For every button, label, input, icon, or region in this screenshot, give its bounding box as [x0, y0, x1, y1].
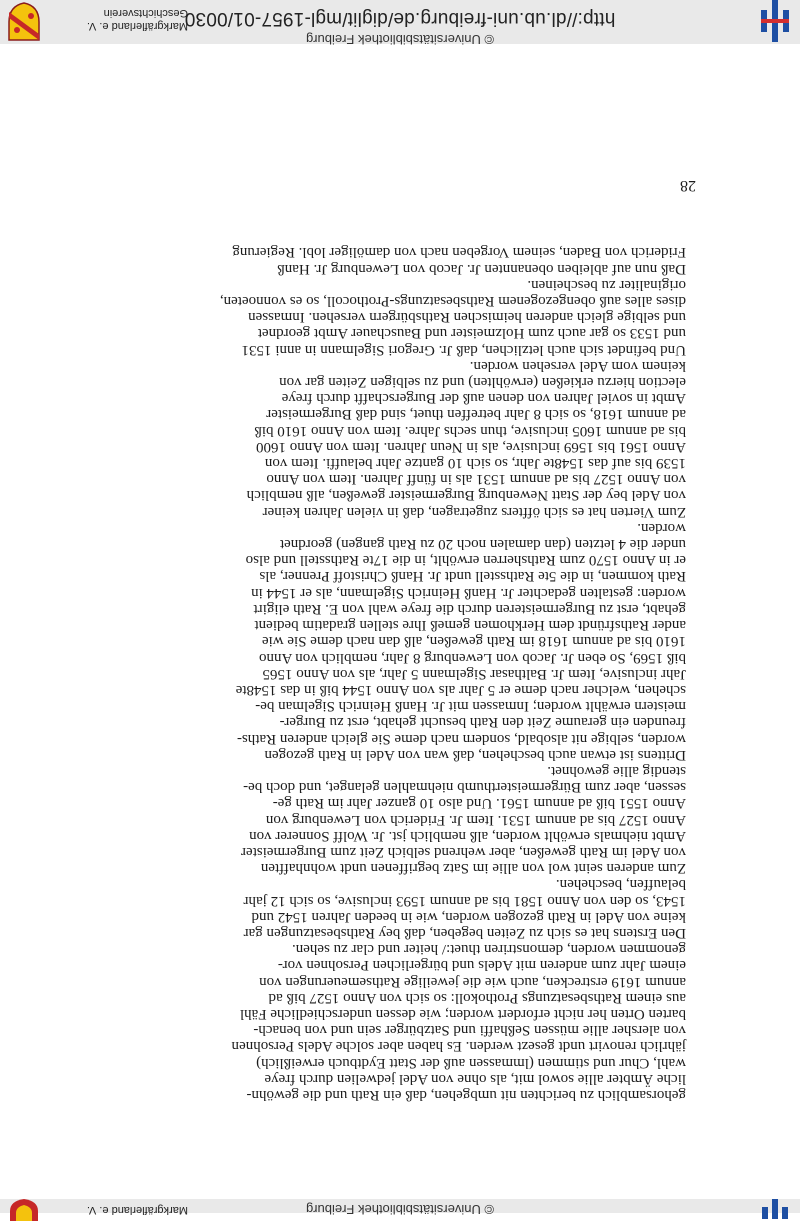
text-line: freunden ein geraume Zeit den Rath besucht gehabt, erst zu Burger-	[279, 714, 686, 731]
text-line: ander Rathsfründt dem Herkhomen gemeß Ihre stellen gradatim bedient	[254, 617, 686, 634]
text-line: genommen worden, demonstriren thuet:/ heiter und clar zu sehen.	[291, 941, 686, 958]
text-line: Anno 1527 bis ad annum 1531. Item Jr. Friderich von Lewenburg von	[265, 811, 686, 828]
text-line: liche Ämbter allie sowol mit, als ohne von Adel jedwelien durch freye	[264, 1070, 686, 1087]
text-line: worden.	[637, 519, 686, 536]
text-line: meistern erwählt worden; Inmassen mit Jr. Hanß Heinrich Sigelman be-	[255, 698, 686, 715]
text-line: keine von Adel in Rath gezogen worden, wie in beeden Jahren 1542 und	[251, 908, 686, 925]
text-line: 1539 bis auf das 1548te Jahr, so sich 10 gantze Jahr belauffi. Item von	[264, 455, 686, 472]
text-line: wahl, Chur und stimmen (lmmassen auß der Statt Eydtbuch erweißlich)	[256, 1054, 686, 1071]
footer-strip	[0, 0, 800, 47]
text-line: von Adel bey der Statt Newenburg Burgermeister geweßen, alß nemblich	[246, 487, 686, 504]
text-line: dises alles auß obengezogenem Rathsbesatzungs-Prothocoll, so es vonnoeten,	[219, 293, 686, 310]
coat-of-arms-icon	[6, 2, 42, 42]
text-line: worden, selbige nit alsobald, sondern nach deme Sie gleich anderen Raths-	[236, 730, 686, 747]
ub-freiburg-logo-icon	[758, 0, 792, 42]
text-line: Anno 1561 bis 1569 inclusive, als in Neun Jahren. Item von Anno 1600	[256, 438, 686, 455]
header-strip	[0, 1199, 800, 1217]
text-line: biß 1569, So eben Jr. Jacob von Lewenburg 8 Jahr, nemblich von Anno	[259, 649, 686, 666]
text-line: bis ad annum 1605 inclusive, thun sechs Jahre. Item von Anno 1610 biß	[254, 422, 686, 439]
text-line: einem Jahr zum anderen mit Adels und bürgerlichen Persohnen vor-	[277, 957, 686, 974]
text-line: gehorsamblich zu berichten nit umbgehen, daß ein Rath und die gewöhn-	[246, 1087, 686, 1103]
source-url-link[interactable]: http://dl.ub.uni-freiburg.de/diglit/mgl-1957-01/0030	[184, 8, 616, 29]
text-line: Zum anderen seint wol von allie im Satz begriffenen undt wohnhafften	[260, 860, 686, 877]
text-line: originaliter zu bescheinen.	[527, 276, 686, 293]
text-line: stendig allie gewohnet.	[547, 762, 686, 779]
text-line: 1543, so den von Anno 1581 bis ad annum 1593 inclusive, so sich 12 jahr	[243, 892, 686, 909]
text-line: und 1533 so gar auch zum Holzmeister und Bauschauer Ambt geordnet	[257, 325, 686, 342]
text-line: election hierzu erkießen (erwöhlten) und zu selbigen Zeiten gar von	[279, 374, 686, 391]
text-line: Ambt in soviel Jahren von denen auß der Burgerschafft durch freye	[281, 390, 686, 407]
page-number: 28	[680, 177, 696, 194]
text-line: gehabt, erst zu Burgermeisteren durch die freye wahl von E. Rath eligirt	[253, 600, 686, 617]
text-line: er in Anno 1570 zum Rathsherren erwöhlt, in die 17te Rathsstell und also	[245, 552, 686, 569]
text-line: barten Orten her nicht erfordert worden; wie dessen underschiedliche Fähl	[239, 1005, 686, 1022]
text-line: keinem vom Adel versehen worden.	[469, 357, 686, 374]
ub-freiburg-logo-icon	[758, 1199, 792, 1219]
header-credit-text: © Universitätsbibliothek Freiburg	[305, 1202, 495, 1217]
text-line: schehen, welcher nach deme er 5 Jahr als von Anno 1544 biß in das 1548te	[235, 681, 686, 698]
footer-credit-text: © Universitätsbibliothek Freiburg	[305, 32, 495, 47]
text-line: ad annum 1618, so sich 8 Jahr betreffen thuet, sind daß Burgermeister	[266, 406, 686, 423]
text-line: von Adel im Rath geweßen, aber wehrend selbich Zeit zum Burgermeister	[240, 843, 686, 860]
text-line: under die 4 letzten (dan damalen noch 20 zu Rath gangen) geordnet	[279, 536, 686, 553]
text-line: Und befindet sich auch letzlichen, daß Jr. Gregori Sigelmann in anni 1531	[241, 341, 686, 358]
text-line: Ambt niehmals erwöhlt worden, alß nemblich jst. Jr. Wolff Sonnerer von	[249, 827, 686, 844]
footer-partner-name: Markgräflerland e. V. Geschichtsverein	[86, 7, 188, 32]
text-line: von alersher allie müssen Seßhaffi und Satzbürger sein und von benach-	[253, 1022, 686, 1039]
text-line: Friderich von Baden, seinem Vorgeben nach von damöliger lobl. Regierung	[232, 244, 686, 261]
text-line: Rath kommen, in die 5te Rathsstell undt Jr. Hanß Christoff Prenner, als	[259, 568, 686, 585]
text-line: belauffen, beschehen.	[555, 876, 686, 893]
text-line: 1610 bis ad annum 1618 im Rath geweßen, alß dan nach deme Sie wie	[261, 633, 686, 650]
text-line: aus einem Rathsbesatzungs Prothokoll: so sich von Anno 1527 biß ad	[268, 989, 686, 1006]
text-line: Drittens ist etwan auch beschehen, daß wan von Adel in Rath gezogen	[264, 746, 686, 763]
text-line: Anno 1551 biß ad annum 1561. Und also 10 ganzer Jahr im Rath ge-	[272, 795, 686, 812]
text-line: von Anno 1527 bis ad annum 1531 als in fünff Jahren. Item von Anno	[266, 471, 686, 488]
text-line: worden: gestalten gedachter Jr. Hanß Heinrich Sigelmann, als er 1544 in	[251, 584, 686, 601]
text-line: annum 1619 erstrecken, auch wie die jeweilige Rathsemeuerungen von	[259, 973, 686, 990]
text-line: Daß nun auf ableiben obenannten Jr. Jacob von Lewenburg Jr. Hanß	[277, 260, 686, 277]
text-line: Zum Vierten hat es sich öffters zugetragen, daß in vielen Jahren keiner	[262, 503, 686, 520]
text-line: Den Erstens hat es sich zu Zeiten begeben, daß bey Rathsbesatzungen gar	[243, 924, 686, 941]
text-line: und selbige gleich anderen heimischen Rathsbürgern versehen. Inmassen	[248, 309, 686, 326]
header-partner-name: Markgräflerland e. V.	[86, 1204, 188, 1216]
text-line: Jahr inclusive, Item Jr. Balthasar Sigelmann 5 Jahr, als von Anno 1565	[262, 665, 686, 682]
document-body	[114, 244, 686, 1103]
coat-of-arms-icon	[6, 1199, 42, 1221]
text-line: jährlich renovirt undt gesezt werden. Es haben aber solche Adels Persohnen	[231, 1038, 686, 1055]
text-line: sessen, aber zum Bürgermeisterthumb niehmahlen gelanget, und doch be-	[243, 779, 686, 796]
